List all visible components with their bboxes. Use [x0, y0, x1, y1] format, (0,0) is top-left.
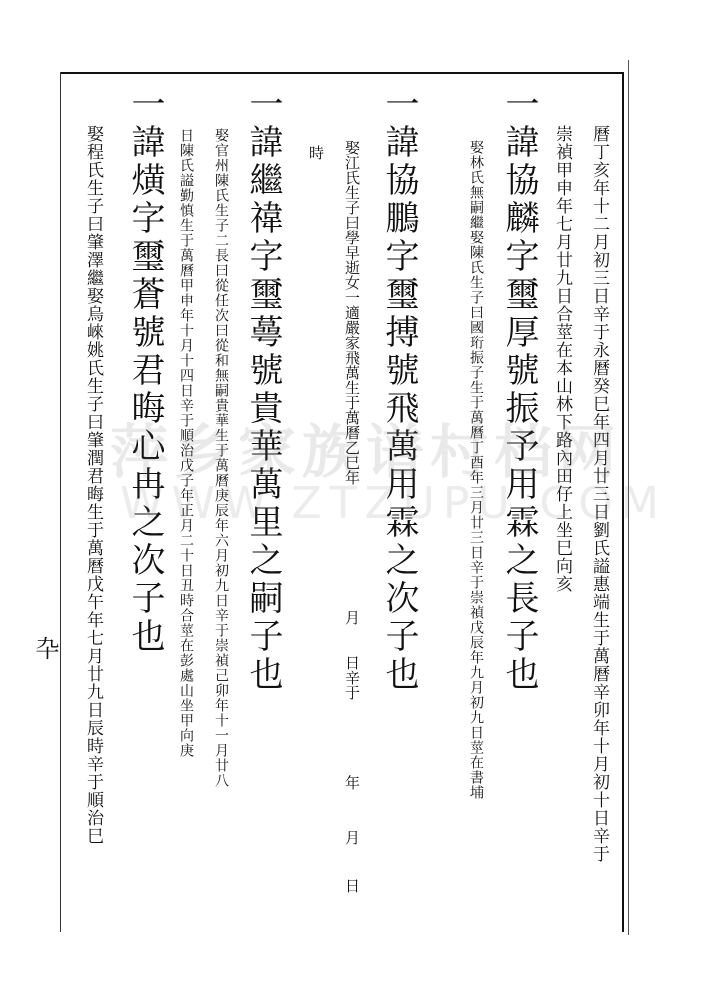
entry-heading-2: 一諱協鵬字璽搏號飛萬用霖之次子也 — [379, 86, 419, 694]
text-column-9: 娶官州陳氏生子二長曰從任次曰從和無嗣貴華生于萬曆庚辰年六月初九日辛于崇禎己卯年十一月廿八 — [213, 128, 229, 788]
entry-heading-4: 一諱熿字璽蒼號君晦心冉之次子也 — [125, 86, 165, 656]
watermark-url: WWW.ZTZUPU.COM — [120, 478, 667, 529]
text-column-12: 娶程氏生子曰肇澤繼娶烏崍姚氏生子曰肇潤君晦生于萬曆戊午年七月廿九日辰時辛于順治巳 — [83, 125, 103, 845]
frame-left-rule — [60, 72, 61, 932]
text-column-6-blank-month: 月 — [343, 610, 361, 625]
text-column-6-blank-day: 日辛于 — [343, 655, 361, 700]
frame-top-rule — [60, 72, 624, 74]
text-column-2: 崇禎甲申年七月廿九日合莖在本山林下路內田仔上坐巳向亥 — [552, 125, 572, 593]
text-column-4: 娶林氏無嗣繼娶陳氏生子曰國珩振子生于萬曆丁酉年三月廿三日辛于崇禎戊辰年九月初九日莖在書埔 — [468, 140, 484, 800]
text-column-6-blank-month2: 月 — [343, 830, 361, 845]
text-column-10: 日陳氏謚勤慎生于萬曆甲申年十月十四日辛于順治戊子年正月二十日丑時合莖在彭處山坐甲向庚 — [178, 128, 194, 758]
text-column-7: 時 — [307, 145, 325, 160]
entry-heading-3: 一諱繼禕字璽蕚號貴華萬里之嗣子也 — [243, 86, 283, 694]
page-number: 卆 — [31, 636, 59, 660]
entry-heading-1: 一諱協麟字璽厚號振予用霖之長子也 — [499, 86, 539, 694]
text-column-1: 曆丁亥年十二月初三日辛于永曆癸巳年四月廿三日劉氏謚惠端生于萬曆辛卯年十月初十日辛于 — [589, 125, 609, 863]
text-column-6: 娶江氏生子曰學早逝女一適嚴家飛萬生于萬曆乙巳年 — [343, 140, 361, 485]
text-column-6-blank-day2: 日 — [343, 878, 361, 893]
text-column-6-blank-year: 年 — [343, 775, 361, 790]
watermark-text: 萍乡家族谱村档网 — [110, 418, 623, 486]
